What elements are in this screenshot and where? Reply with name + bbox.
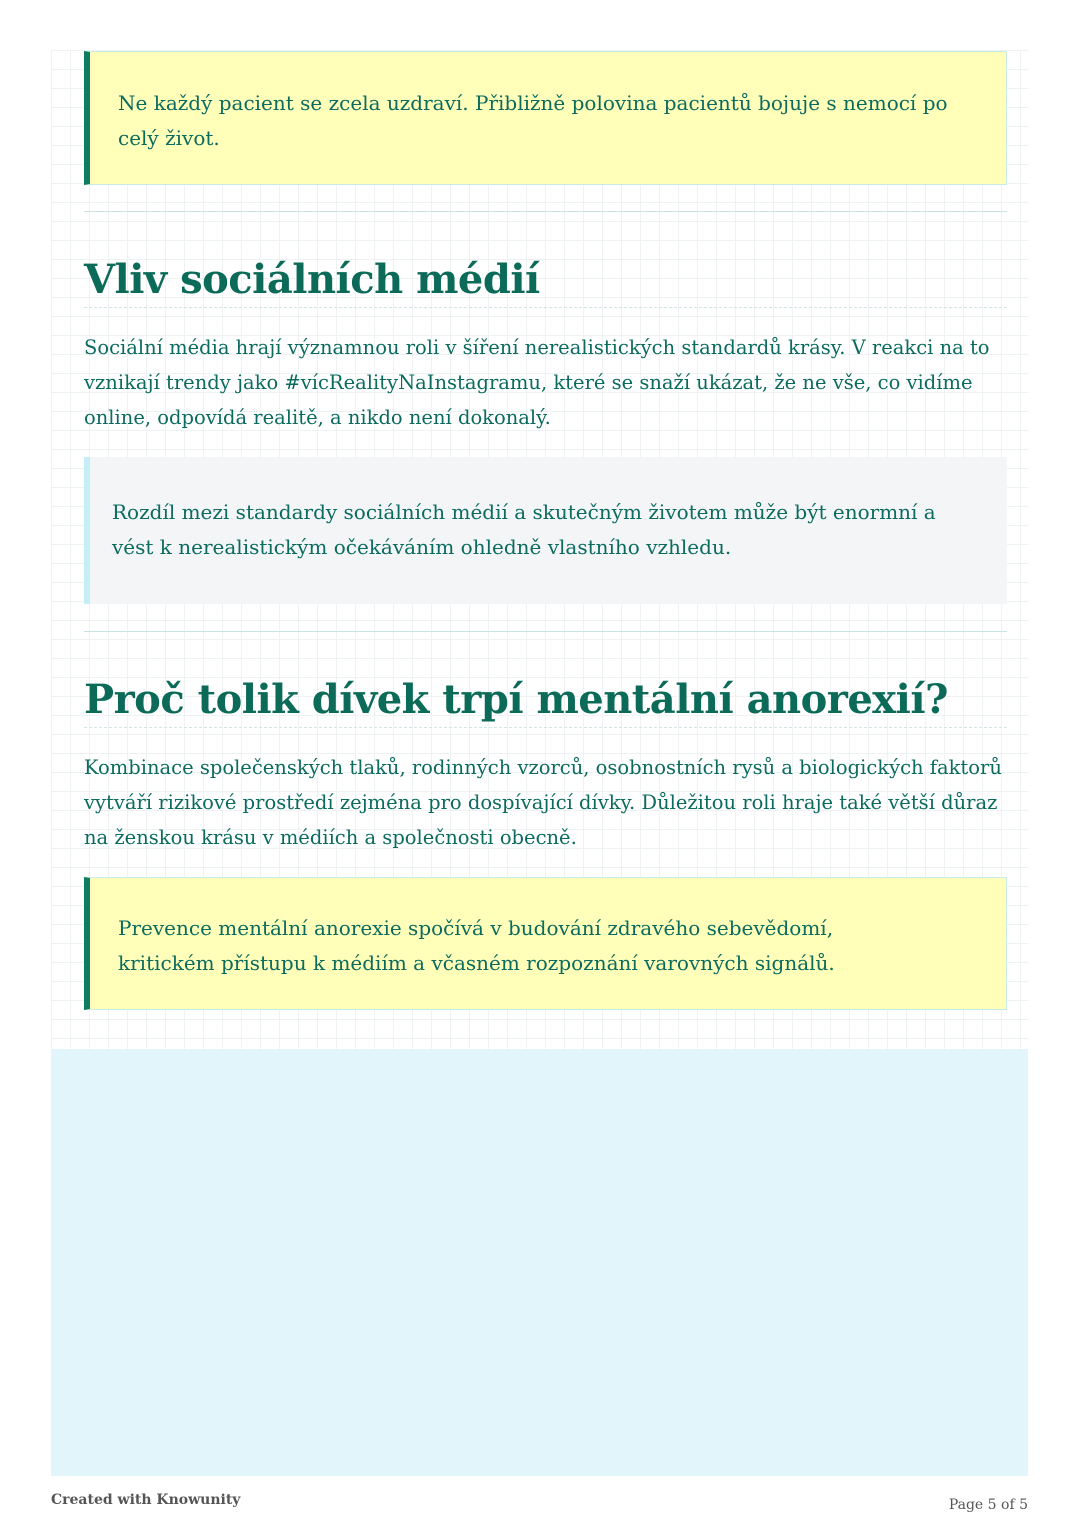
heading-underline (84, 307, 1007, 308)
section-heading-why-girls: Proč tolik dívek trpí mentální anorexií? (84, 676, 948, 723)
callout-prevention (84, 877, 1007, 1010)
bottom-blue-panel (51, 1049, 1028, 1476)
why-girls-paragraph: Kombinace společenských tlaků, rodinných vzorců, osobnostních rysů a biologických faktorů vytváří rizikové prostředí zejména pro dospívající dívky. Důležitou roli hraje také větší důraz na ženskou krásu v médiích a společnosti obecně. (84, 756, 1002, 849)
created-with-label: Created with Knowunity (51, 1492, 241, 1508)
callout-text: Rozdíl mezi standardy sociálních médií a skutečným životem může být enormní a vést k nerealistickým očekáváním ohledně vlastního vzhledu. (112, 500, 936, 559)
page-number: Page 5 of 5 (948, 1497, 1028, 1513)
callout-patient-recovery (84, 51, 1007, 185)
section-heading-social-media: Vliv sociálních médií (84, 256, 540, 303)
callout-social-vs-reality (84, 457, 1007, 604)
callout-text: Prevence mentální anorexie spočívá v budování zdravého sebevědomí, kritickém přístupu k médiím a včasném rozpoznání varovných signálů. (118, 916, 835, 975)
heading-underline (84, 727, 1007, 728)
social-media-paragraph: Sociální média hrají významnou roli v šíření nerealistických standardů krásy. V reakci na to vznikají trendy jako #vícRealityNaInstagramu, které se snaží ukázat, že ne vše, co vidíme online, odpovídá realitě, a nikdo není dokonalý. (84, 336, 990, 429)
section-divider (84, 631, 1007, 632)
callout-text: Ne každý pacient se zcela uzdraví. Přibližně polovina pacientů bojuje s nemocí po celý život. (118, 91, 948, 150)
section-divider (84, 211, 1007, 212)
